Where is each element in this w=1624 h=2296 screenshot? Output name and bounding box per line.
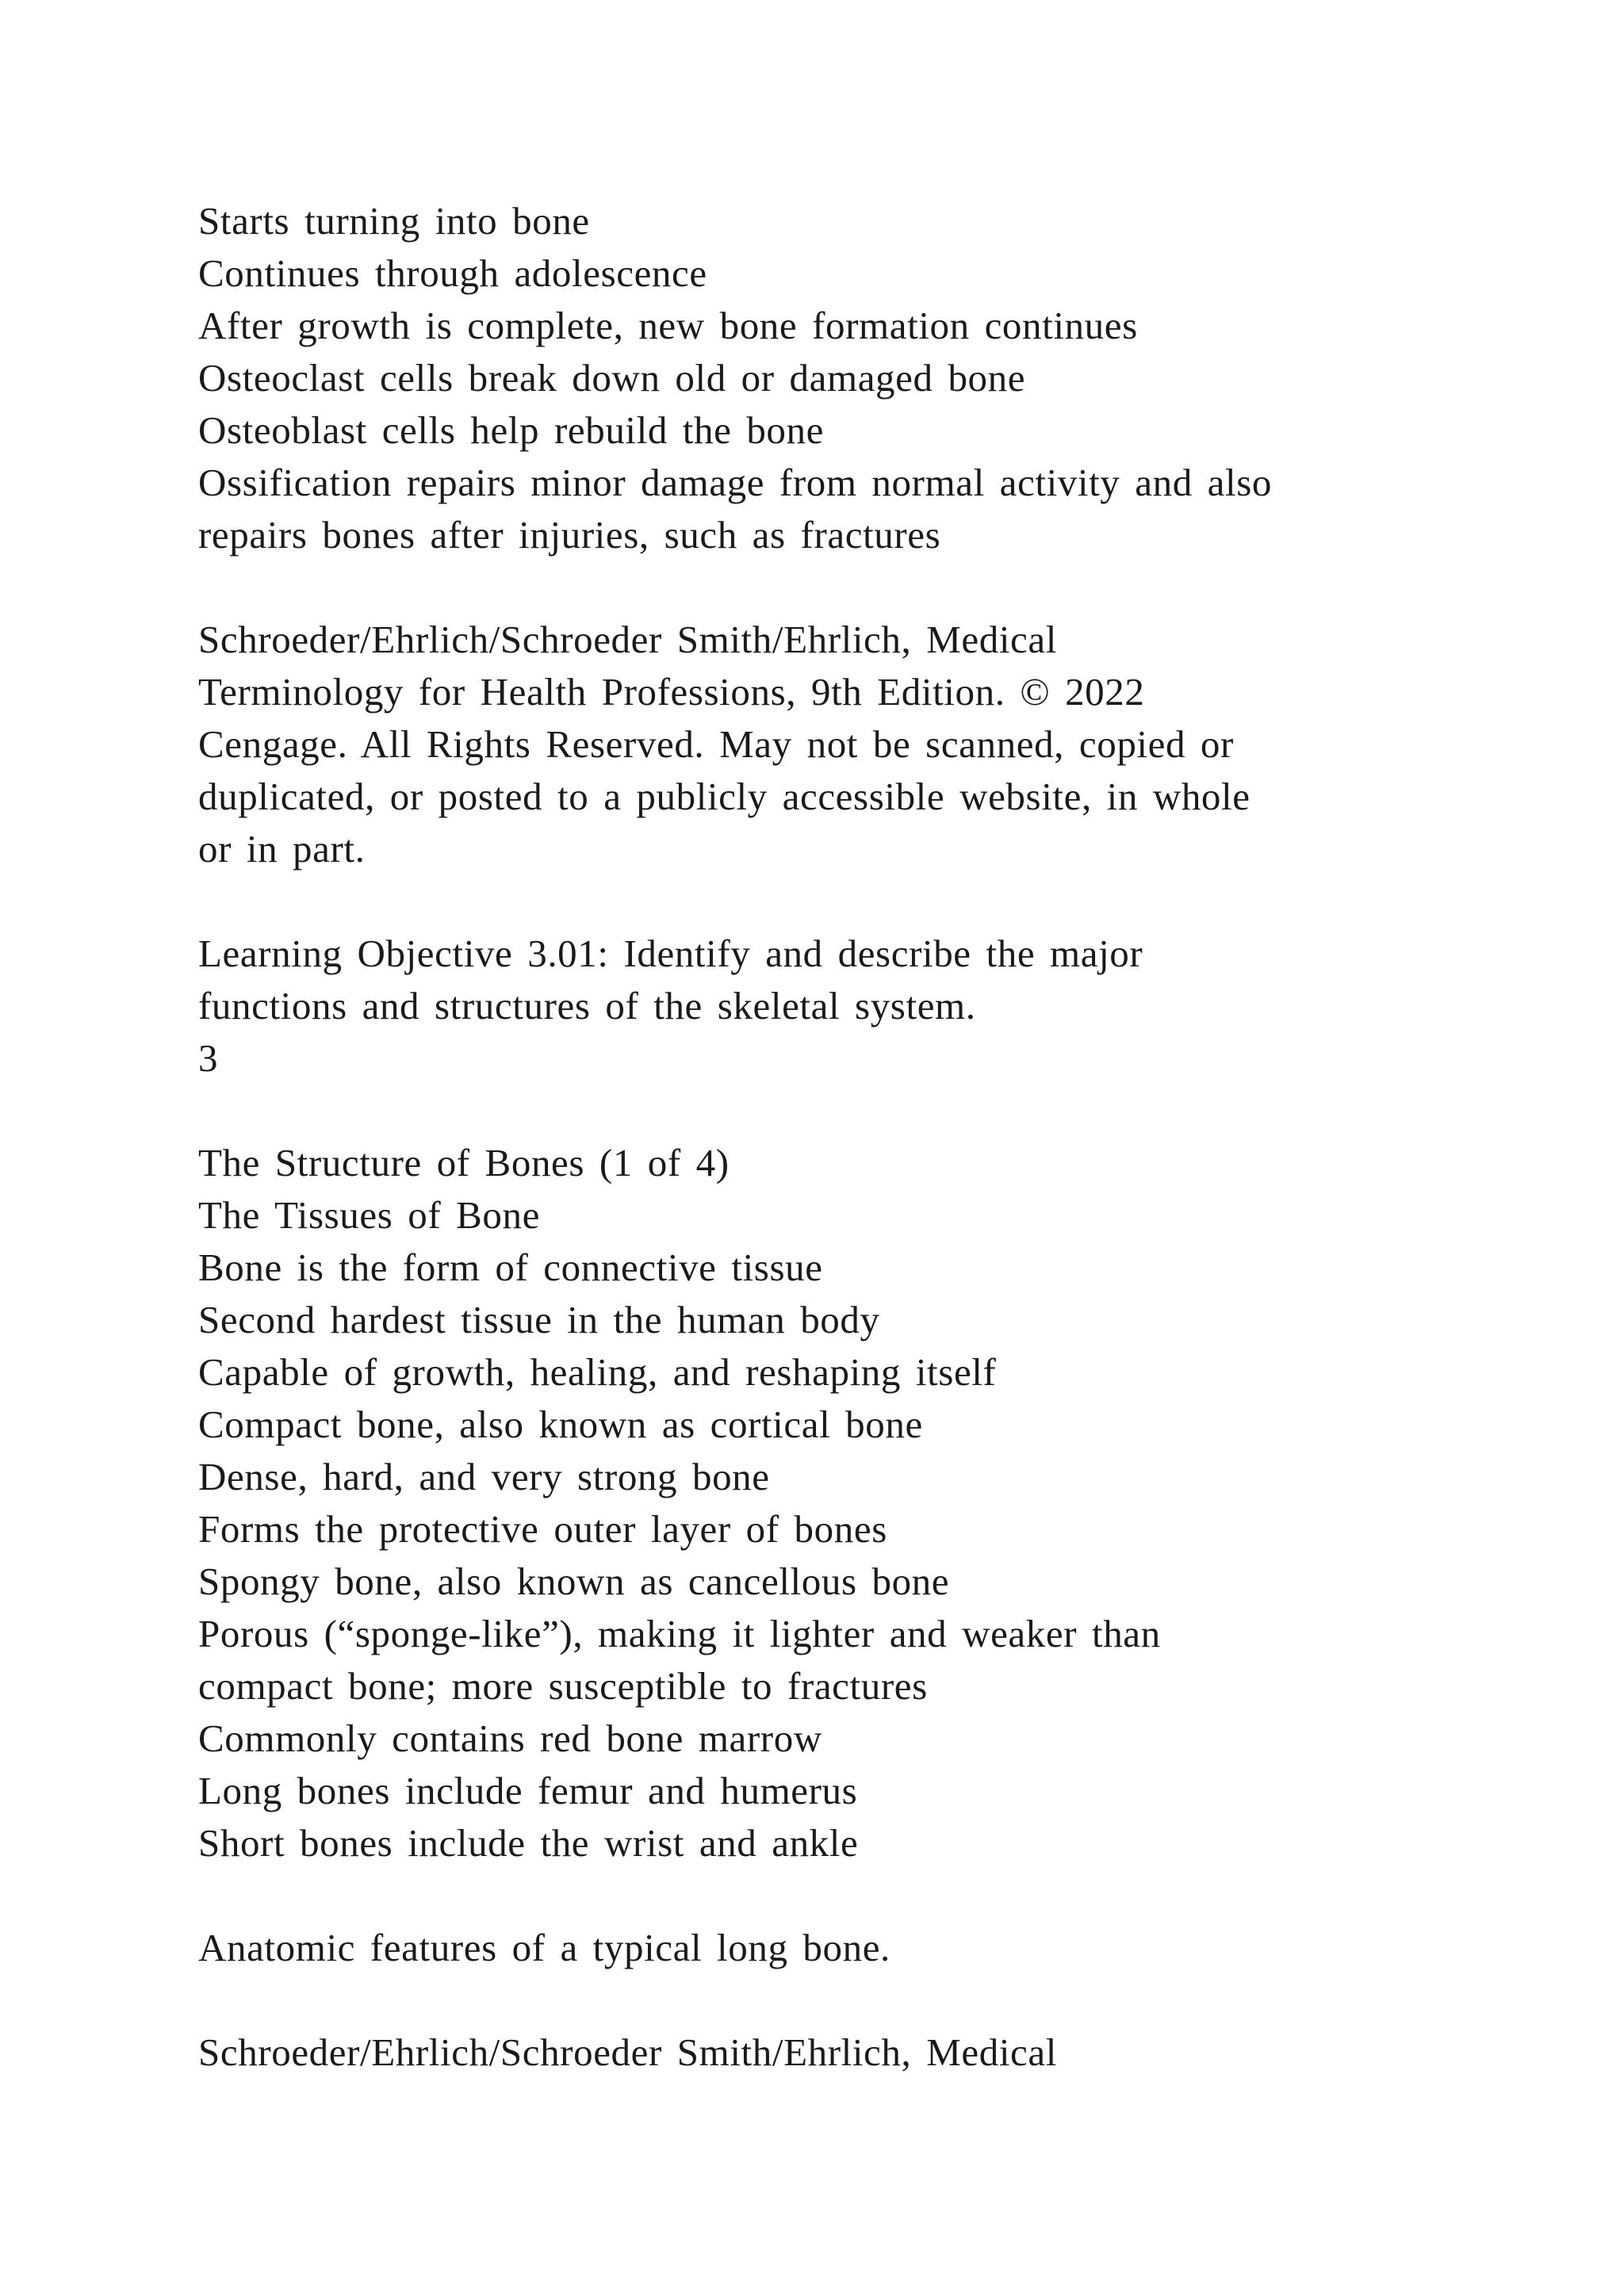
copyright-line: or in part. [198,827,366,871]
page-number: 3 [198,1036,219,1080]
text-line: Porous (“sponge-like”), making it lighter and weaker than [198,1612,1161,1655]
text-line: Compact bone, also known as cortical bone [198,1402,923,1446]
text-line: Spongy bone, also known as cancellous bone [198,1559,950,1603]
document-text-body [198,195,1546,2079]
text-line: Starts turning into bone [198,199,590,243]
text-line: Osteoblast cells help rebuild the bone [198,408,824,452]
copyright-line: Cengage. All Rights Reserved. May not be scanned, copied or [198,722,1234,766]
copyright-line: Terminology for Health Professions, 9th Edition. © 2022 [198,670,1145,714]
text-line: Capable of growth, healing, and reshaping itself [198,1350,997,1394]
blank-line [198,1869,1546,1922]
copyright-line: Schroeder/Ehrlich/Schroeder Smith/Ehrlich, Medical [198,2030,1057,2074]
text-line: Osteoclast cells break down old or damaged bone [198,356,1026,400]
text-line: Dense, hard, and very strong bone [198,1455,770,1498]
text-line: Short bones include the wrist and ankle [198,1821,859,1865]
text-line: Second hardest tissue in the human body [198,1298,880,1341]
text-line: Continues through adolescence [198,251,707,295]
section-subtitle: The Tissues of Bone [198,1193,540,1237]
text-line: Forms the protective outer layer of bones [198,1507,887,1551]
blank-line [198,1974,1546,2026]
text-line: After growth is complete, new bone formation continues [198,304,1138,347]
text-line: Bone is the form of connective tissue [198,1246,823,1289]
blank-line [198,561,1546,614]
blank-line [198,1085,1546,1137]
figure-caption: Anatomic features of a typical long bone. [198,1926,891,1969]
copyright-line: Schroeder/Ehrlich/Schroeder Smith/Ehrlich, Medical [198,618,1057,661]
copyright-line: duplicated, or posted to a publicly accessible website, in whole [198,775,1251,818]
learning-objective-line: functions and structures of the skeletal system. [198,984,976,1027]
learning-objective-line: Learning Objective 3.01: Identify and describe the major [198,932,1143,975]
text-line: repairs bones after injuries, such as fractures [198,513,941,557]
text-line: Long bones include femur and humerus [198,1769,858,1812]
section-title: The Structure of Bones (1 of 4) [198,1141,730,1184]
text-line: compact bone; more susceptible to fractures [198,1664,928,1708]
text-line: Ossification repairs minor damage from normal activity and also [198,461,1272,504]
text-line: Commonly contains red bone marrow [198,1716,822,1760]
blank-line [198,875,1546,928]
